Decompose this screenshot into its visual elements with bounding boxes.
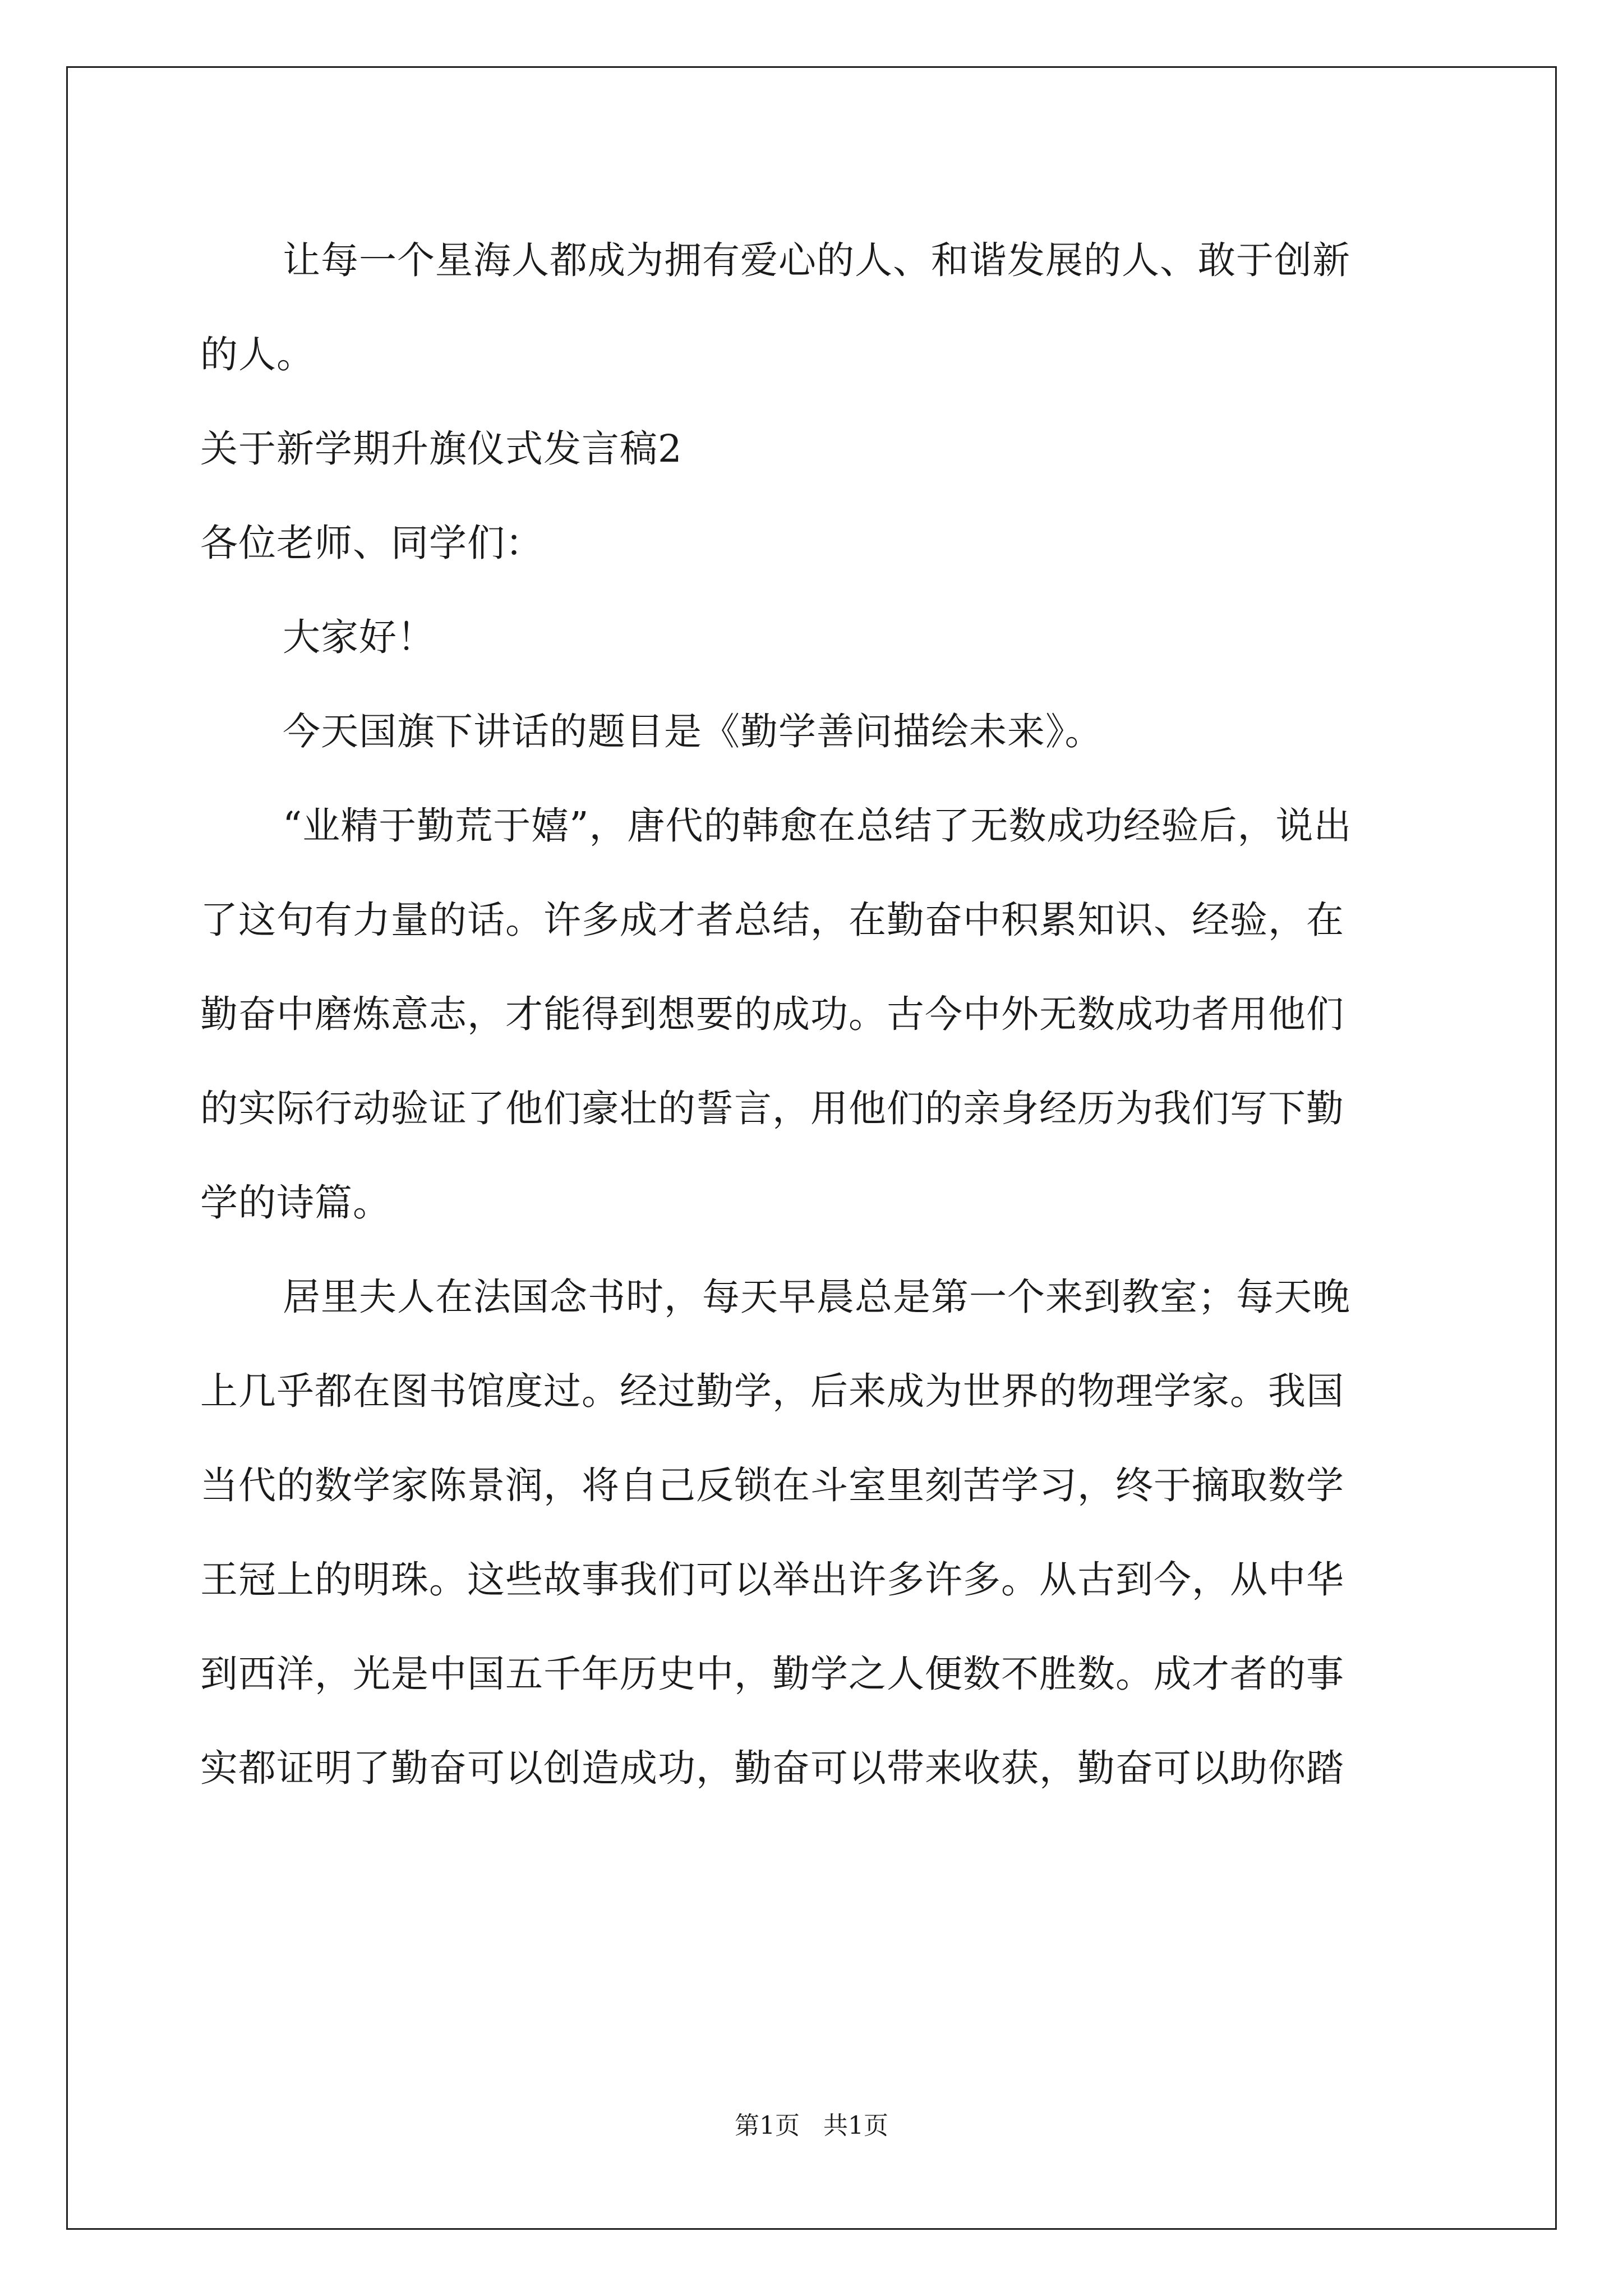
greeting: 大家好！	[283, 615, 435, 659]
paragraph-line: 王冠上的明珠。这些故事我们可以举出许多许多。从古到今，从中华	[200, 1558, 1344, 1602]
document-body	[200, 213, 1423, 1815]
paragraph-line: 的实际行动验证了他们豪壮的誓言，用他们的亲身经历为我们写下勤	[200, 1087, 1344, 1130]
paragraph-line: 学的诗篇。	[200, 1181, 391, 1225]
paragraph-line: 当代的数学家陈景润，将自己反锁在斗室里刻苦学习，终于摘取数学	[200, 1464, 1344, 1507]
paragraph-line: 居里夫人在法国念书时，每天早晨总是第一个来到教室；每天晚	[283, 1275, 1350, 1319]
paragraph-line: 让每一个星海人都成为拥有爱心的人、和谐发展的人、敢于创新	[283, 238, 1350, 282]
paragraph-line: 了这句有力量的话。许多成才者总结，在勤奋中积累知识、经验，在	[200, 898, 1344, 942]
page-footer: 第1页 共1页	[735, 2111, 888, 2140]
paragraph-line: 实都证明了勤奋可以创造成功，勤奋可以带来收获，勤奋可以助你踏	[200, 1746, 1344, 1790]
paragraph-line: 到西洋，光是中国五千年历史中，勤学之人便数不胜数。成才者的事	[200, 1652, 1344, 1696]
salutation: 各位老师、同学们：	[200, 521, 543, 565]
paragraph-line: 今天国旗下讲话的题目是《勤学善问描绘未来》。	[283, 710, 1103, 753]
paragraph-line: 的人。	[200, 333, 315, 376]
section-heading: 关于新学期升旗仪式发言稿2	[200, 427, 683, 471]
paragraph-line: 上几乎都在图书馆度过。经过勤学，后来成为世界的物理学家。我国	[200, 1369, 1344, 1413]
paragraph-line: 勤奋中磨炼意志，才能得到想要的成功。古今中外无数成功者用他们	[200, 992, 1344, 1036]
paragraph-line: “业精于勤荒于嬉”，唐代的韩愈在总结了无数成功经验后，说出	[283, 804, 1352, 848]
